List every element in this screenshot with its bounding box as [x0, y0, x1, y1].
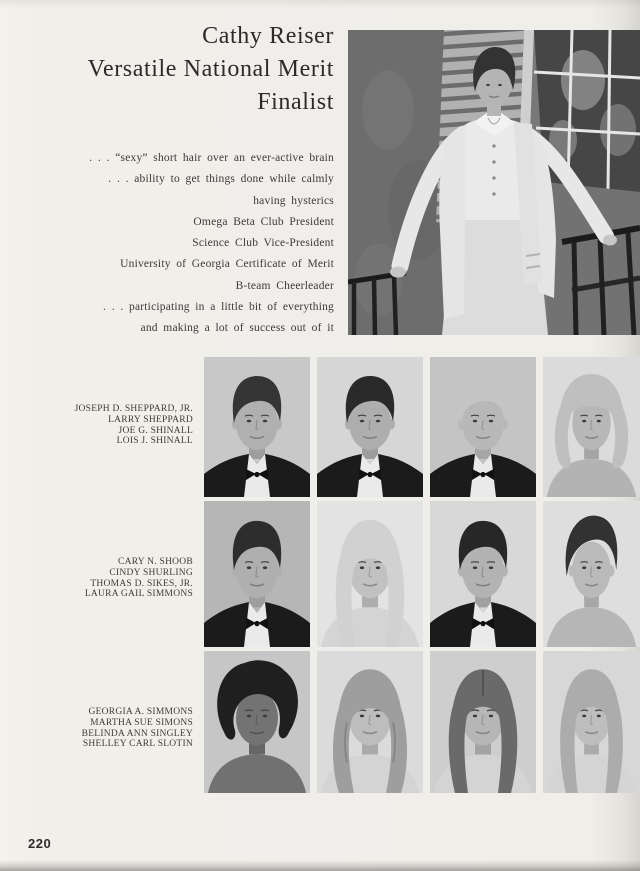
student-name: CINDY SHURLING	[109, 567, 193, 578]
student-name: CARY N. SHOOB	[118, 557, 193, 567]
page-title	[40, 20, 334, 119]
student-name: SHELLEY CARL SLOTIN	[82, 739, 193, 750]
bio-line: University of Georgia Certificate of Merit	[120, 258, 334, 271]
portrait-photo	[543, 501, 640, 647]
bio-line: . . . “sexy” short hair over an ever-active brain	[89, 152, 334, 164]
student-name: GEORGIA A. SIMMONS	[88, 707, 193, 717]
title-line-2: Versatile National Merit	[87, 56, 334, 82]
student-name: BELINDA ANN SINGLEY	[81, 728, 193, 739]
portrait-photo	[430, 651, 536, 793]
bio-line: . . . participating in a little bit of everything	[103, 301, 334, 314]
page-number: 220	[28, 836, 52, 851]
student-name: LOIS J. SHINALL	[116, 436, 193, 447]
student-name: JOE G. SHINALL	[118, 425, 193, 436]
portrait-photo	[204, 357, 310, 497]
bio-text	[34, 148, 334, 340]
name-list-row-3	[36, 707, 193, 750]
title-line-3: Finalist	[257, 89, 334, 115]
name-list-row-2	[36, 557, 193, 600]
student-name: LAURA GAIL SIMMONS	[84, 589, 193, 600]
student-name: LARRY SHEPPARD	[108, 414, 193, 425]
feature-photo-illustration	[348, 30, 640, 335]
page-edge-top	[0, 0, 640, 8]
portrait-photo	[430, 501, 536, 647]
name-list-row-1	[36, 404, 193, 447]
portrait-photo	[317, 357, 423, 497]
bio-line: Omega Beta Club President	[193, 215, 334, 228]
student-name: THOMAS D. SIKES, JR.	[90, 578, 193, 589]
bio-line: . . . ability to get things done while calmly	[108, 173, 334, 186]
page-edge-bottom	[0, 860, 640, 871]
bio-line: having hysterics	[253, 194, 334, 207]
student-name: MARTHA SUE SIMONS	[90, 717, 193, 728]
portrait-photo	[317, 651, 423, 793]
portrait-photo	[430, 357, 536, 497]
feature-photo	[348, 30, 640, 335]
bio-line: B-team Cheerleader	[235, 279, 334, 292]
bio-line: Science Club Vice-President	[192, 237, 334, 250]
portrait-photo	[204, 501, 310, 647]
title-line-1: Cathy Reiser	[202, 23, 334, 49]
portrait-photo	[317, 501, 423, 647]
portrait-photo	[543, 651, 640, 793]
bio-line: and making a lot of success out of it	[140, 322, 334, 335]
portrait-photo	[204, 651, 310, 793]
student-name: JOSEPH D. SHEPPARD, JR.	[74, 404, 193, 414]
portrait-photo	[543, 357, 640, 497]
